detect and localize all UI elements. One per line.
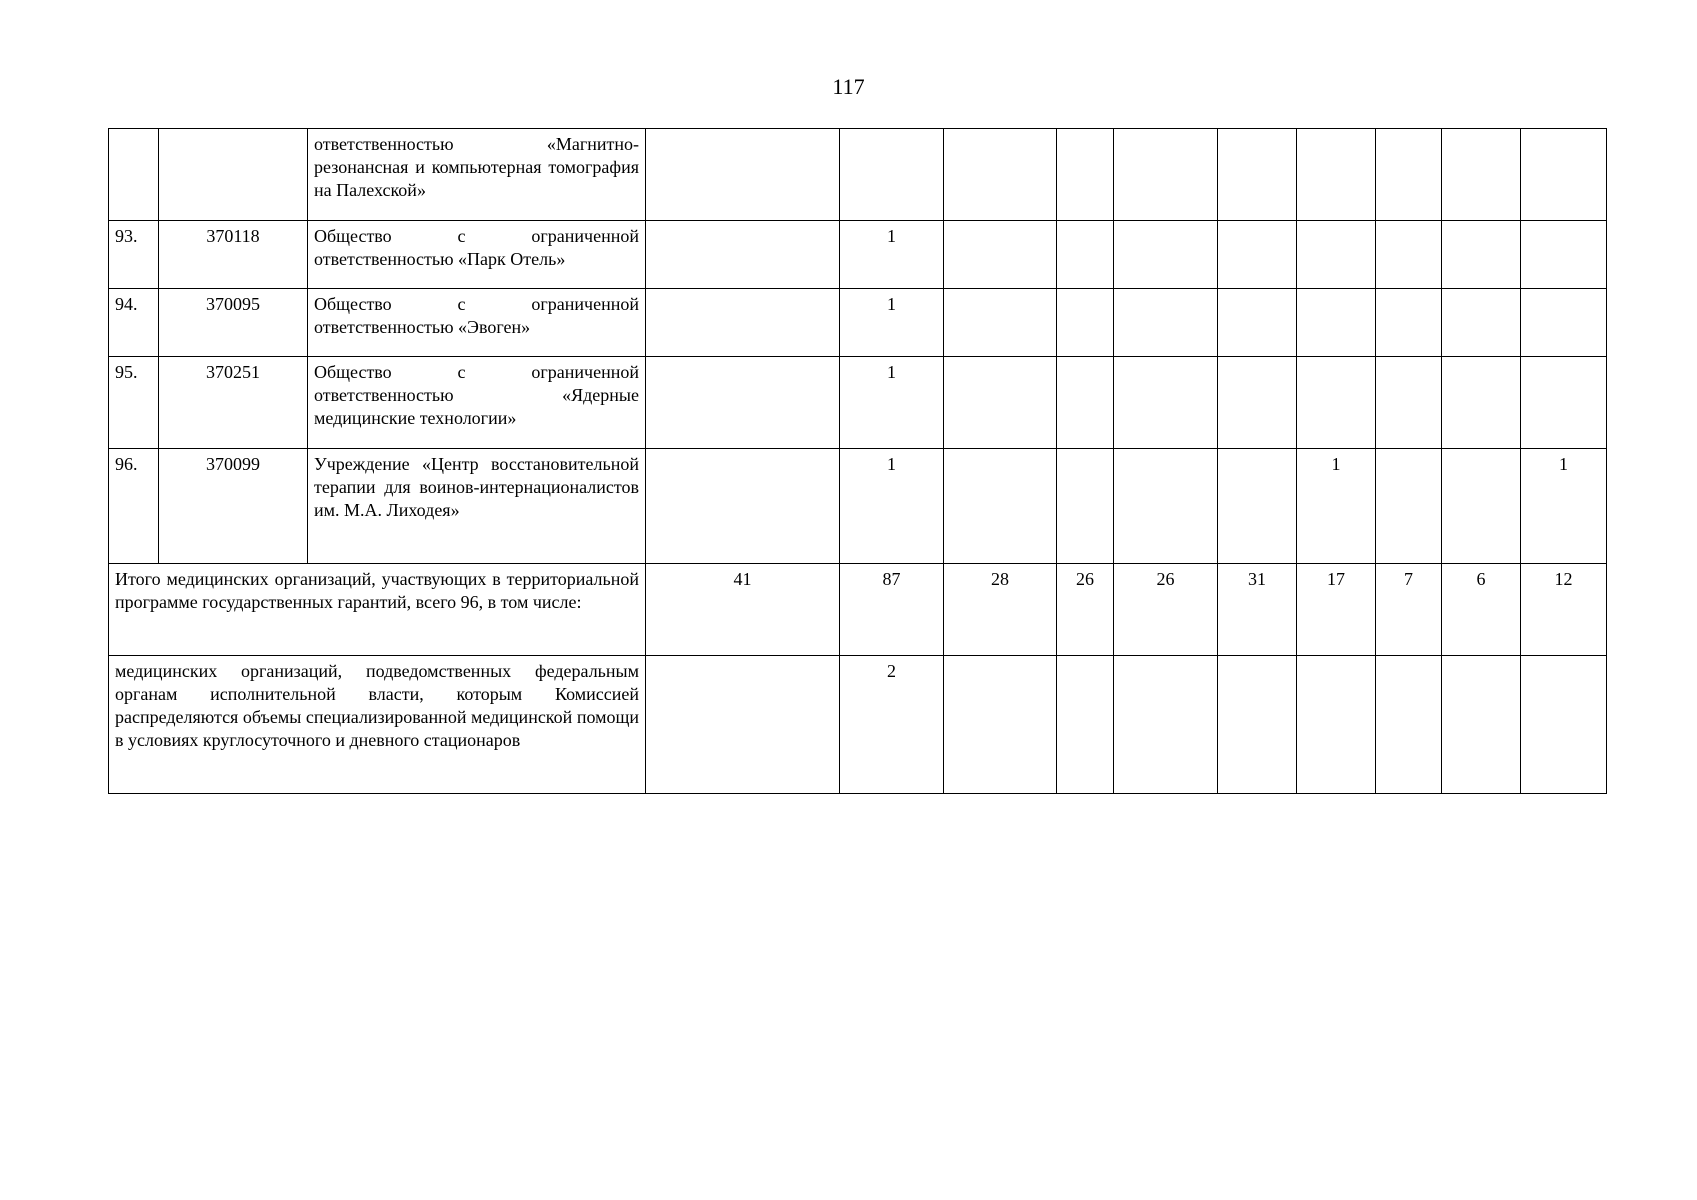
- total-row: [109, 564, 1607, 656]
- row-value: 1: [840, 449, 944, 564]
- row-value: [840, 129, 944, 221]
- organizations-table: [108, 128, 1607, 794]
- total-value: 26: [1057, 564, 1114, 656]
- row-value: [1376, 289, 1442, 357]
- row-organization-name: ответственностью «Магнитно-резонансная и компьютерная томография на Палехской»: [308, 129, 646, 221]
- row-value: [1442, 221, 1521, 289]
- row-value: [1442, 129, 1521, 221]
- row-code: [159, 129, 308, 221]
- table-row: [109, 129, 1607, 221]
- row-value: [944, 357, 1057, 449]
- row-number: 94.: [109, 289, 159, 357]
- row-value: [646, 357, 840, 449]
- row-value: [1521, 221, 1607, 289]
- row-value: [1376, 221, 1442, 289]
- total-value: 26: [1114, 564, 1218, 656]
- row-value: 1: [840, 289, 944, 357]
- row-value: [1218, 289, 1297, 357]
- row-value: [1114, 289, 1218, 357]
- total-value: 87: [840, 564, 944, 656]
- row-value: [1114, 221, 1218, 289]
- row-number: 95.: [109, 357, 159, 449]
- table-row: [109, 289, 1607, 357]
- row-value: [1218, 221, 1297, 289]
- federal-value: [1376, 656, 1442, 794]
- row-value: [944, 449, 1057, 564]
- row-value: [646, 221, 840, 289]
- row-value: [1114, 129, 1218, 221]
- federal-value: 2: [840, 656, 944, 794]
- row-value: [1218, 129, 1297, 221]
- row-value: 1: [1297, 449, 1376, 564]
- table-row: [109, 357, 1607, 449]
- row-value: [1057, 221, 1114, 289]
- row-value: [1218, 357, 1297, 449]
- row-number: 93.: [109, 221, 159, 289]
- row-code: 370095: [159, 289, 308, 357]
- total-value: 12: [1521, 564, 1607, 656]
- row-value: [1114, 357, 1218, 449]
- federal-row: [109, 656, 1607, 794]
- total-value: 41: [646, 564, 840, 656]
- federal-value: [1218, 656, 1297, 794]
- row-value: [1376, 129, 1442, 221]
- total-value: 17: [1297, 564, 1376, 656]
- row-organization-name: Учреждение «Центр восстановительной терапии для воинов-интернационалистов им. М.А. Лиходея»: [308, 449, 646, 564]
- row-value: [1521, 289, 1607, 357]
- row-code: 370251: [159, 357, 308, 449]
- row-value: [1057, 129, 1114, 221]
- row-value: [646, 129, 840, 221]
- row-value: [1521, 357, 1607, 449]
- row-value: [1442, 449, 1521, 564]
- federal-value: [1297, 656, 1376, 794]
- row-organization-name: Общество с ограниченной ответственностью «Парк Отель»: [308, 221, 646, 289]
- page-number: 117: [832, 74, 865, 99]
- table-row: [109, 221, 1607, 289]
- row-code: 370118: [159, 221, 308, 289]
- row-value: [1297, 129, 1376, 221]
- row-value: [1297, 289, 1376, 357]
- row-value: 1: [1521, 449, 1607, 564]
- row-value: [1521, 129, 1607, 221]
- row-value: [1218, 449, 1297, 564]
- row-value: [944, 129, 1057, 221]
- federal-value: [646, 656, 840, 794]
- row-value: [1376, 449, 1442, 564]
- row-value: 1: [840, 221, 944, 289]
- row-number: [109, 129, 159, 221]
- row-value: [1442, 289, 1521, 357]
- row-value: [1442, 357, 1521, 449]
- total-row-label: Итого медицинских организаций, участвующих в территориальной программе государственных гарантий, всего 96, в том числе:: [109, 564, 646, 656]
- row-value: [646, 449, 840, 564]
- row-value: [1376, 357, 1442, 449]
- federal-value: [1057, 656, 1114, 794]
- row-value: [1297, 221, 1376, 289]
- federal-value: [1442, 656, 1521, 794]
- row-value: [1057, 357, 1114, 449]
- row-value: [1114, 449, 1218, 564]
- row-value: [1297, 357, 1376, 449]
- row-number: 96.: [109, 449, 159, 564]
- row-organization-name: Общество с ограниченной ответственностью «Ядерные медицинские технологии»: [308, 357, 646, 449]
- row-value: [1057, 449, 1114, 564]
- row-code: 370099: [159, 449, 308, 564]
- total-value: 31: [1218, 564, 1297, 656]
- federal-value: [1114, 656, 1218, 794]
- total-value: 7: [1376, 564, 1442, 656]
- row-value: [944, 221, 1057, 289]
- table-row: [109, 449, 1607, 564]
- federal-row-label: медицинских организаций, подведомственных федеральным органам исполнительной власти, которым Комиссией распределяются объемы специализированной медицинской помощи в условиях круглосуточного и дневного стационаров: [109, 656, 646, 794]
- total-value: 28: [944, 564, 1057, 656]
- row-value: [646, 289, 840, 357]
- row-value: 1: [840, 357, 944, 449]
- row-value: [944, 289, 1057, 357]
- total-value: 6: [1442, 564, 1521, 656]
- federal-value: [944, 656, 1057, 794]
- row-organization-name: Общество с ограниченной ответственностью «Эвоген»: [308, 289, 646, 357]
- federal-value: [1521, 656, 1607, 794]
- row-value: [1057, 289, 1114, 357]
